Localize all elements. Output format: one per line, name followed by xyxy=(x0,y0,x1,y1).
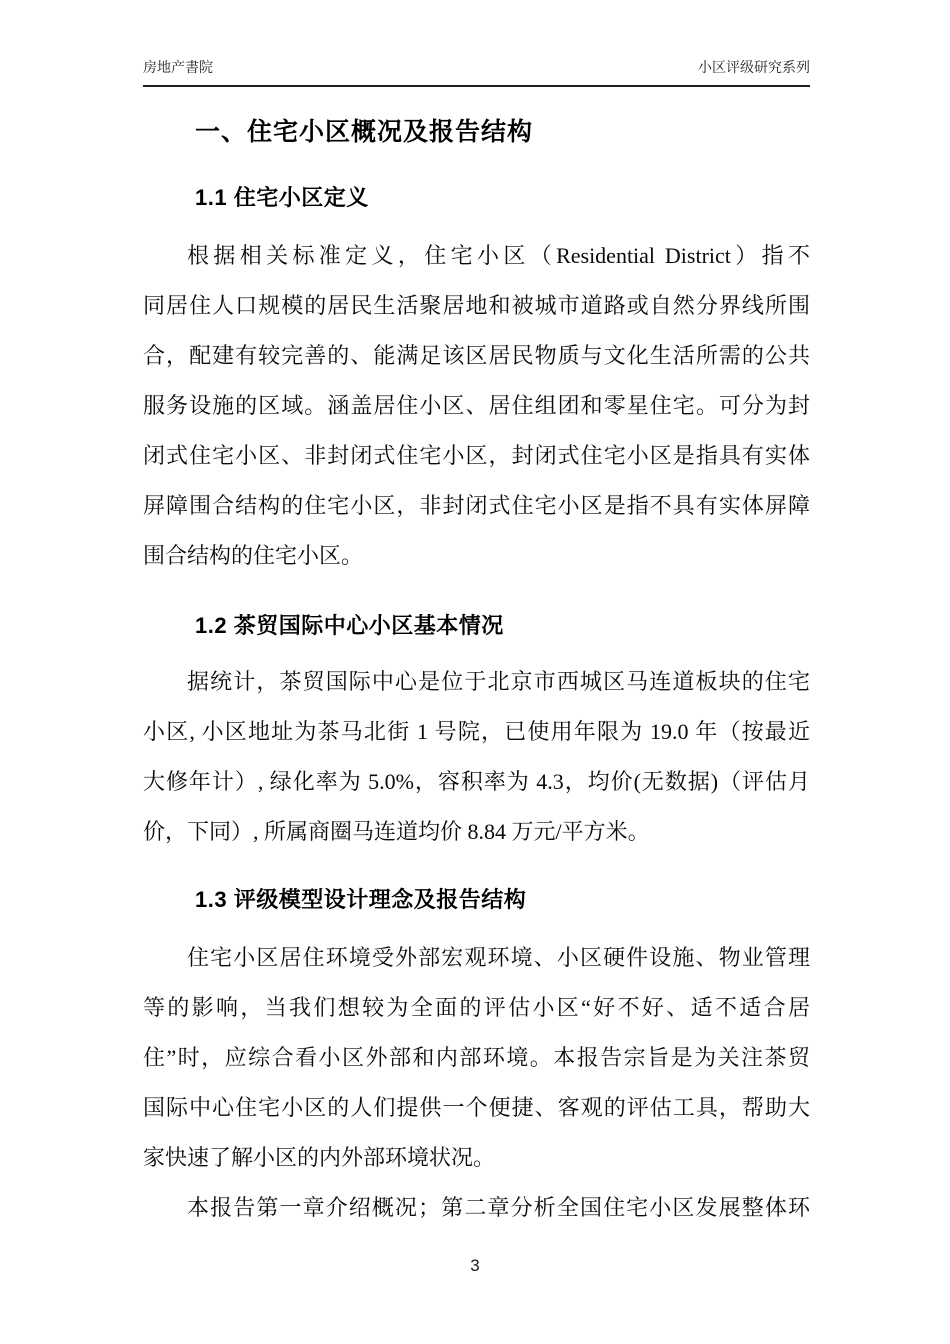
text-line: 据统计，茶贸国际中心是位于北京市西城区马连道板块的住宅 xyxy=(187,669,810,694)
paragraph xyxy=(143,933,810,1183)
text-line: 住宅小区居住环境受外部宏观环境、小区硬件设施、物业管理 xyxy=(187,945,810,970)
page-footer xyxy=(0,1256,950,1276)
section-heading: 1.2 茶贸国际中心小区基本情况 xyxy=(195,613,504,638)
text-line: 住”时，应综合看小区外部和内部环境。本报告宗旨是为关注茶贸 xyxy=(143,1045,810,1070)
header-left-text: 房地产書院 xyxy=(143,59,213,75)
header-right-text: 小区评级研究系列 xyxy=(698,59,810,75)
section-heading: 1.1 住宅小区定义 xyxy=(195,185,369,210)
section-heading: 1.3 评级模型设计理念及报告结构 xyxy=(195,887,527,912)
text-line: 服务设施的区域。涵盖居住小区、居住组团和零星住宅。可分为封 xyxy=(143,393,810,418)
document-body xyxy=(143,183,810,1233)
text-line: 等的影响，当我们想较为全面的评估小区“好不好、适不适合居 xyxy=(143,995,810,1020)
text-line: 合，配建有较完善的、能满足该区居民物质与文化生活所需的公共 xyxy=(143,343,810,368)
page-header xyxy=(143,0,810,87)
page-title: 一、住宅小区概况及报告结构 xyxy=(195,118,534,146)
text-line: 闭式住宅小区、非封闭式住宅小区，封闭式住宅小区是指具有实体 xyxy=(143,443,810,468)
text-line: 大修年计）, 绿化率为 5.0%，容积率为 4.3，均价(无数据)（评估月 xyxy=(143,769,810,794)
paragraph xyxy=(143,231,810,581)
text-line: 同居住人口规模的居民生活聚居地和被城市道路或自然分界线所围 xyxy=(143,293,810,318)
paragraph xyxy=(143,1183,810,1233)
text-line: 屏障围合结构的住宅小区，非封闭式住宅小区是指不具有实体屏障 xyxy=(143,493,810,518)
text-line: 价，下同）, 所属商圈马连道均价 8.84 万元/平方米。 xyxy=(143,819,650,844)
text-line: 家快速了解小区的内外部环境状况。 xyxy=(143,1145,496,1170)
paragraph xyxy=(143,657,810,857)
text-line: 围合结构的住宅小区。 xyxy=(143,543,364,568)
text-line: 国际中心住宅小区的人们提供一个便捷、客观的评估工具，帮助大 xyxy=(143,1095,810,1120)
page-number: 3 xyxy=(470,1256,480,1275)
text-line: 本报告第一章介绍概况；第二章分析全国住宅小区发展整体环 xyxy=(187,1195,810,1220)
text-line: 根据相关标准定义，住宅小区（Residential District）指不 xyxy=(187,243,810,268)
text-line: 小区, 小区地址为茶马北街 1 号院，已使用年限为 19.0 年（按最近 xyxy=(143,719,810,744)
